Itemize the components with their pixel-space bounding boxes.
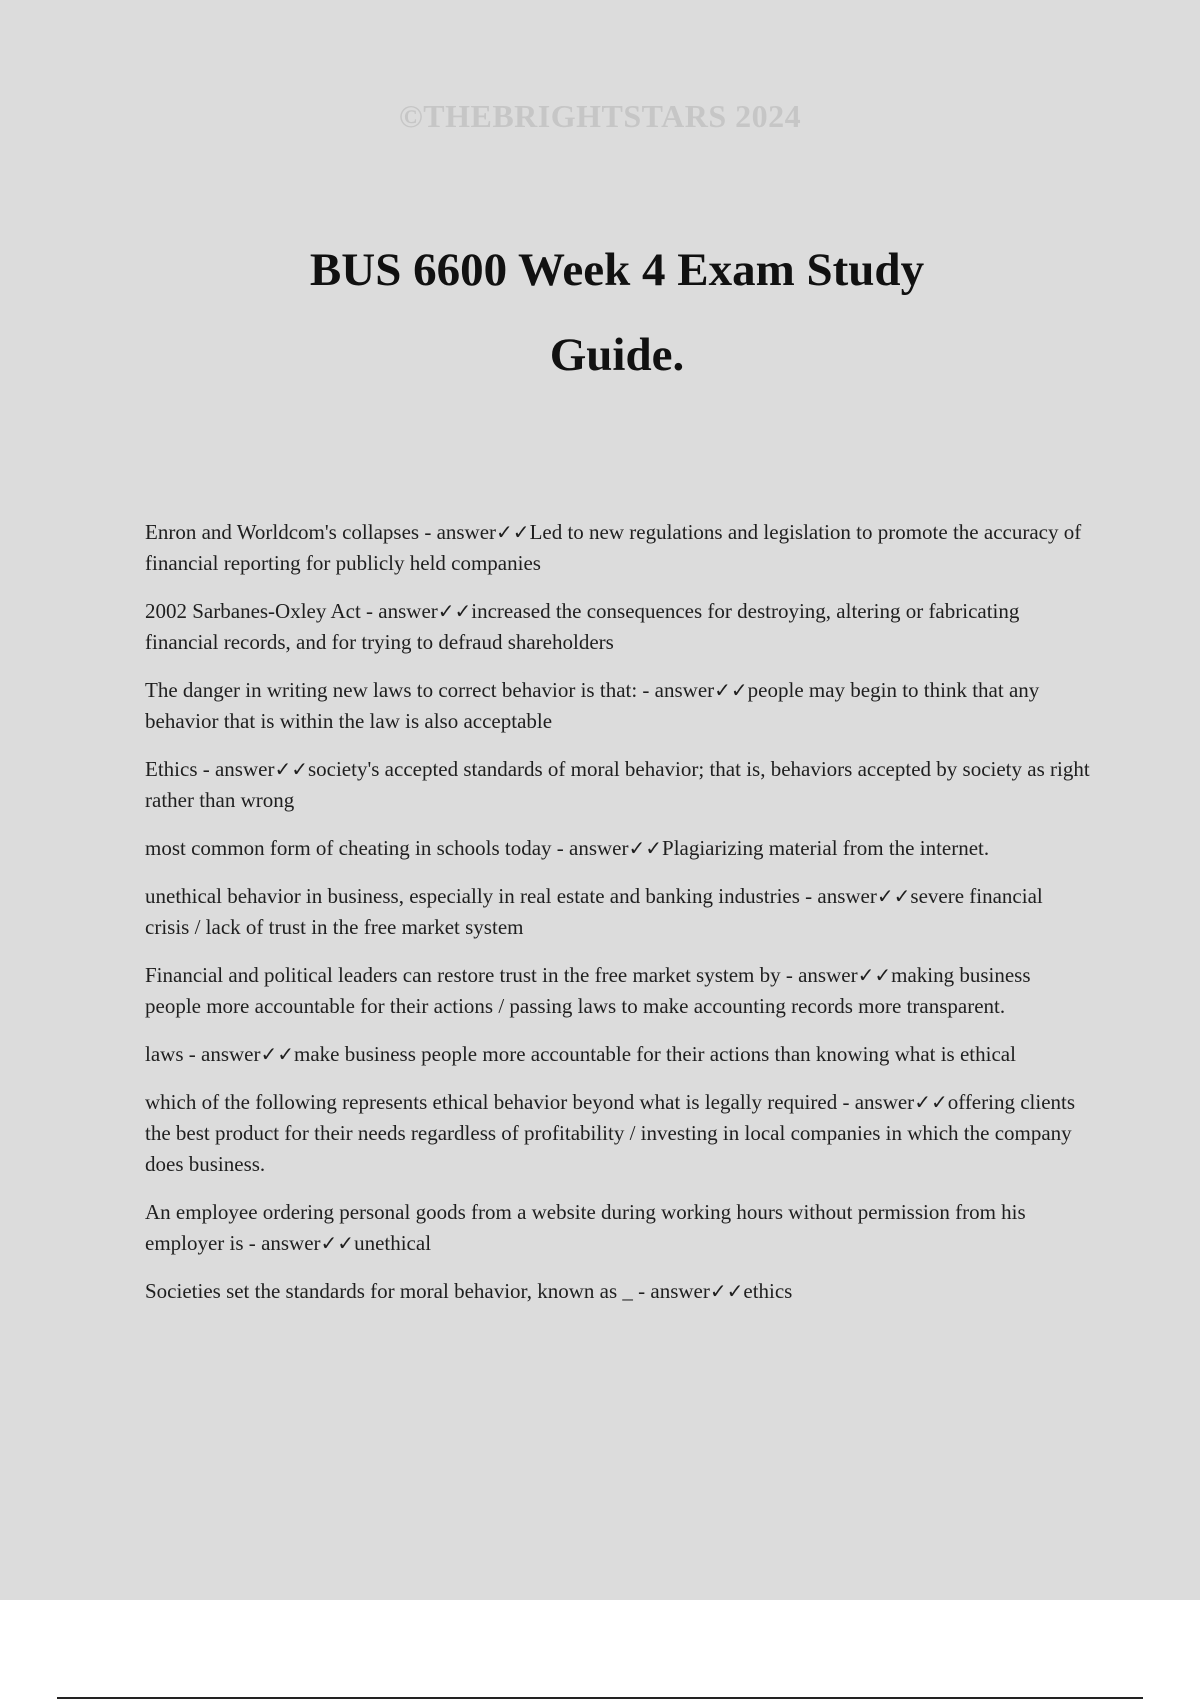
qa-answer: increased the consequences for destroying, altering or fabricating financial records, and for trying to defraud shareholders — [145, 599, 1020, 654]
qa-item — [145, 596, 1090, 658]
qa-item — [145, 881, 1090, 943]
answer-marker: answer — [569, 836, 629, 860]
qa-item — [145, 517, 1090, 579]
title-line-2: Guide. — [549, 329, 685, 381]
qa-answer: make business people more accountable for their actions than knowing what is ethical — [294, 1042, 1016, 1066]
qa-answer: people may begin to think that any behavior that is within the law is also acceptable — [145, 678, 1040, 733]
double-check-icon: ✓✓ — [260, 1042, 294, 1066]
qa-question: The danger in writing new laws to correct behavior is that: - — [145, 678, 655, 702]
footer-divider — [57, 1697, 1143, 1699]
answer-marker: answer — [654, 678, 715, 702]
answer-marker: answer — [436, 520, 497, 544]
qa-question: An employee ordering personal goods from a website during working hours without permission from his employer is - — [145, 1200, 1026, 1255]
double-check-icon: ✓✓ — [437, 599, 472, 623]
copyright-watermark: ©THEBRIGHTSTARS 2024 — [398, 98, 802, 134]
qa-answer: making business people more accountable for their actions / passing laws to make accounting records more transparent. — [145, 963, 1031, 1018]
answer-marker: answer — [817, 884, 877, 908]
answer-marker: answer — [854, 1090, 915, 1114]
double-check-icon: ✓✓ — [496, 520, 530, 544]
qa-item — [145, 1197, 1090, 1259]
answer-marker: answer — [650, 1279, 710, 1303]
qa-question: Societies set the standards for moral behavior, known as _ - — [145, 1279, 651, 1303]
answer-marker: answer — [378, 599, 438, 623]
qa-question: Ethics - — [145, 757, 215, 781]
qa-question: most common form of cheating in schools today - — [145, 836, 570, 860]
qa-item — [145, 833, 1090, 864]
answer-marker: answer — [261, 1231, 321, 1255]
qa-question: Enron and Worldcom's collapses - — [145, 520, 437, 544]
qa-item — [145, 1039, 1090, 1070]
double-check-icon: ✓✓ — [714, 678, 748, 702]
qa-item — [145, 1276, 1090, 1307]
qa-item — [145, 960, 1090, 1022]
qa-answer: society's accepted standards of moral behavior; that is, behaviors accepted by society as right rather than wrong — [145, 757, 1090, 812]
qa-list — [145, 517, 1090, 1324]
qa-item — [145, 754, 1090, 816]
page-title — [0, 228, 1200, 398]
qa-question: which of the following represents ethical behavior beyond what is legally required - — [145, 1090, 855, 1114]
answer-marker: answer — [798, 963, 858, 987]
qa-question: unethical behavior in business, especially in real estate and banking industries - — [145, 884, 818, 908]
double-check-icon: ✓✓ — [709, 1279, 744, 1303]
double-check-icon: ✓✓ — [628, 836, 663, 860]
qa-answer: unethical — [354, 1231, 432, 1255]
double-check-icon: ✓✓ — [876, 884, 911, 908]
double-check-icon: ✓✓ — [320, 1231, 355, 1255]
title-line-1: BUS 6600 Week 4 Exam Study — [309, 244, 925, 296]
qa-answer: Led to new regulations and legislation to promote the accuracy of financial reporting for publicly held companies — [145, 520, 1082, 575]
qa-answer: ethics — [743, 1279, 793, 1303]
qa-question: Financial and political leaders can restore trust in the free market system by - — [145, 963, 799, 987]
qa-answer: severe financial crisis / lack of trust in the free market system — [145, 884, 1043, 939]
double-check-icon: ✓✓ — [857, 963, 892, 987]
double-check-icon: ✓✓ — [274, 757, 308, 781]
qa-item — [145, 675, 1090, 737]
qa-question: laws - — [145, 1042, 201, 1066]
answer-marker: answer — [201, 1042, 261, 1066]
qa-answer: offering clients the best product for their needs regardless of profitability / investing in local companies in which the company does business. — [145, 1090, 1076, 1176]
answer-marker: answer — [214, 757, 275, 781]
qa-item — [145, 1087, 1090, 1180]
double-check-icon: ✓✓ — [914, 1090, 948, 1114]
qa-question: 2002 Sarbanes-Oxley Act - — [145, 599, 379, 623]
qa-answer: Plagiarizing material from the internet. — [662, 836, 990, 860]
